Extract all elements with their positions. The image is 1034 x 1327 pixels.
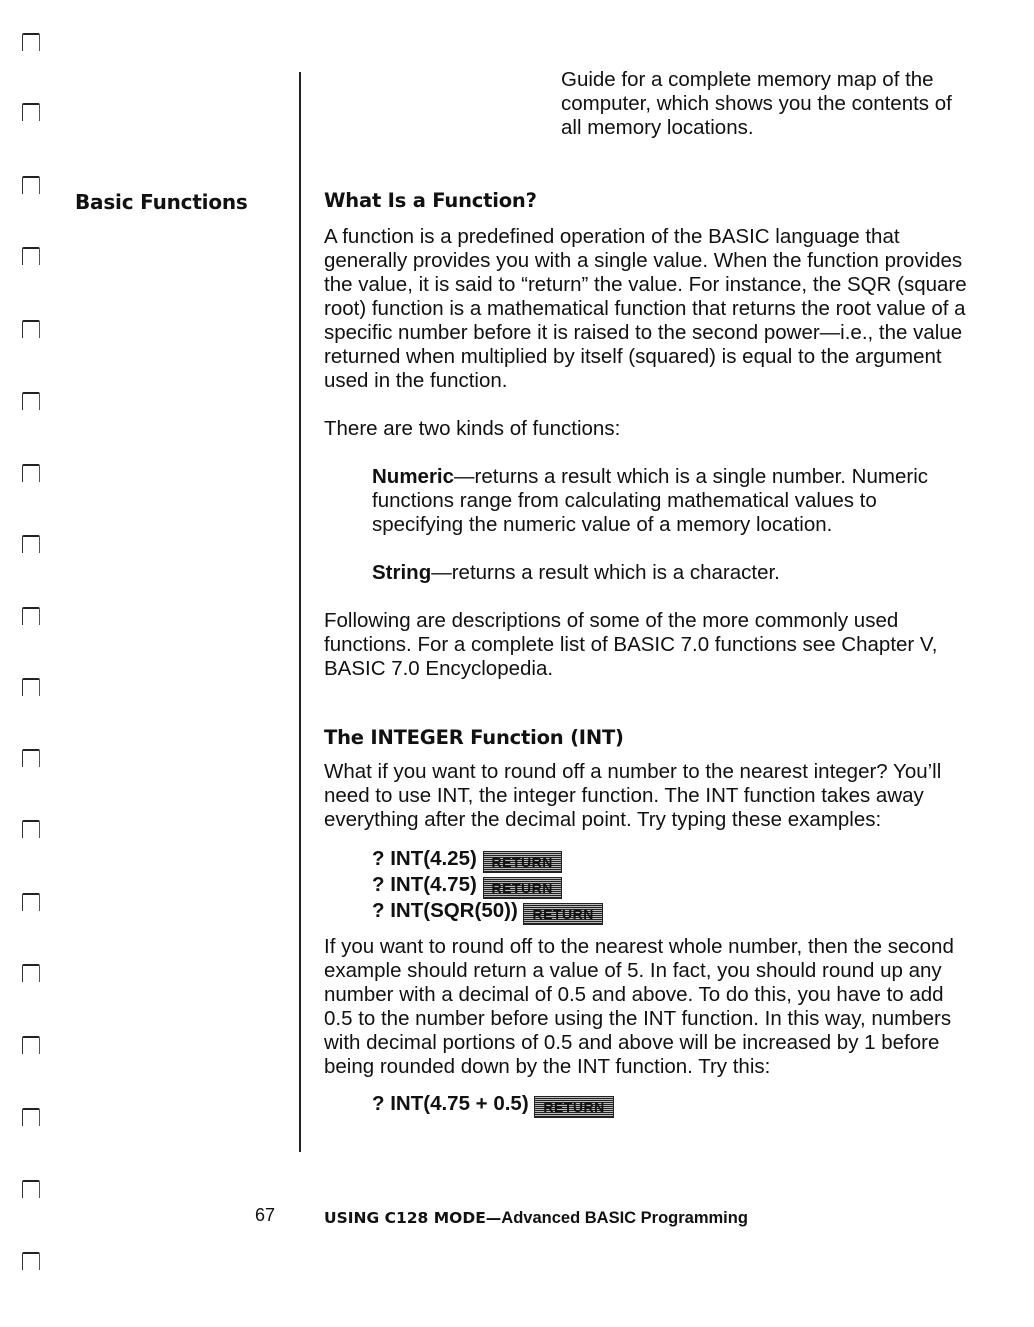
code-example: ? INT(4.75) RETURN xyxy=(324,873,969,899)
section-integer-function xyxy=(324,726,969,1118)
section-heading: The INTEGER Function (INT) xyxy=(324,726,624,749)
section-what-is-a-function xyxy=(324,189,969,681)
string-term: String xyxy=(372,561,432,584)
int-intro-paragraph: What if you want to round off a number to the nearest integer? You’ll need to use INT, the integer function. The INT function takes away everything after the decimal point. Try typing these examples: xyxy=(324,760,942,831)
binder-hole xyxy=(22,749,40,767)
intro-paragraph: Guide for a complete memory map of the computer, which shows you the contents of all memory locations. xyxy=(561,68,952,139)
int-final-example xyxy=(324,1092,969,1118)
column-divider xyxy=(299,72,301,1152)
binder-hole xyxy=(22,893,40,911)
code-example: ? INT(4.25) RETURN xyxy=(324,847,969,873)
int-examples xyxy=(324,847,969,925)
binder-hole xyxy=(22,33,40,51)
binder-hole xyxy=(22,964,40,982)
function-definition-paragraph: A function is a predefined operation of the BASIC language that generally provides you with a single value. When the function provides the value, it is said to “return” the value. For instance, the SQR (square root) function is a mathematical function that returns the root value of a specific number before it is raised to the second power—i.e., the value returned when multiplied by itself (squared) is equal to the argument used in the function. xyxy=(324,225,967,392)
binder-hole xyxy=(22,392,40,410)
return-key-icon: RETURN xyxy=(483,877,562,899)
binder-hole xyxy=(22,1252,40,1270)
return-key-icon: RETURN xyxy=(483,851,562,873)
binder-holes xyxy=(0,0,60,1327)
string-definition xyxy=(324,561,969,585)
code-example: ? INT(4.75 + 0.5) RETURN xyxy=(324,1092,969,1118)
binder-hole xyxy=(22,1180,40,1198)
functions-list-paragraph: Following are descriptions of some of the more commonly used functions. For a complete list of BASIC 7.0 functions see Chapter V, BASIC 7.0 Encyclopedia. xyxy=(324,609,938,680)
binder-hole xyxy=(22,320,40,338)
numeric-text: —returns a result which is a single number. Numeric functions range from calculating mathematical values to specifying the numeric value of a memory location. xyxy=(372,465,928,536)
binder-hole xyxy=(22,535,40,553)
binder-hole xyxy=(22,103,40,121)
binder-hole xyxy=(22,1108,40,1126)
kinds-intro-paragraph: There are two kinds of functions: xyxy=(324,417,621,440)
string-text: —returns a result which is a character. xyxy=(431,561,780,584)
footer-title-rest: Advanced BASIC Programming xyxy=(501,1209,748,1227)
section-heading: What Is a Function? xyxy=(324,189,537,212)
return-key-icon: RETURN xyxy=(523,903,602,925)
running-footer xyxy=(324,1209,748,1228)
numeric-definition xyxy=(324,465,969,537)
binder-hole xyxy=(22,820,40,838)
binder-hole xyxy=(22,176,40,194)
code-example: ? INT(SQR(50)) RETURN xyxy=(324,899,969,925)
binder-hole xyxy=(22,247,40,265)
sidebar-heading: Basic Functions xyxy=(75,190,248,214)
round-up-paragraph: If you want to round off to the nearest whole number, then the second example should return a value of 5. In fact, you should round up any number with a decimal of 0.5 and above. To do this, you have to add 0.5 to the number before using the INT function. In this way, numbers with decimal portions of 0.5 and above will be increased by 1 before being rounded down by the INT function. Try this: xyxy=(324,935,954,1078)
binder-hole xyxy=(22,678,40,696)
binder-hole xyxy=(22,464,40,482)
binder-hole xyxy=(22,1036,40,1054)
return-key-icon: RETURN xyxy=(534,1096,613,1118)
numeric-term: Numeric xyxy=(372,465,455,488)
footer-title-bold: USING C128 MODE— xyxy=(324,1209,502,1227)
binder-hole xyxy=(22,607,40,625)
page-number: 67 xyxy=(255,1205,276,1225)
